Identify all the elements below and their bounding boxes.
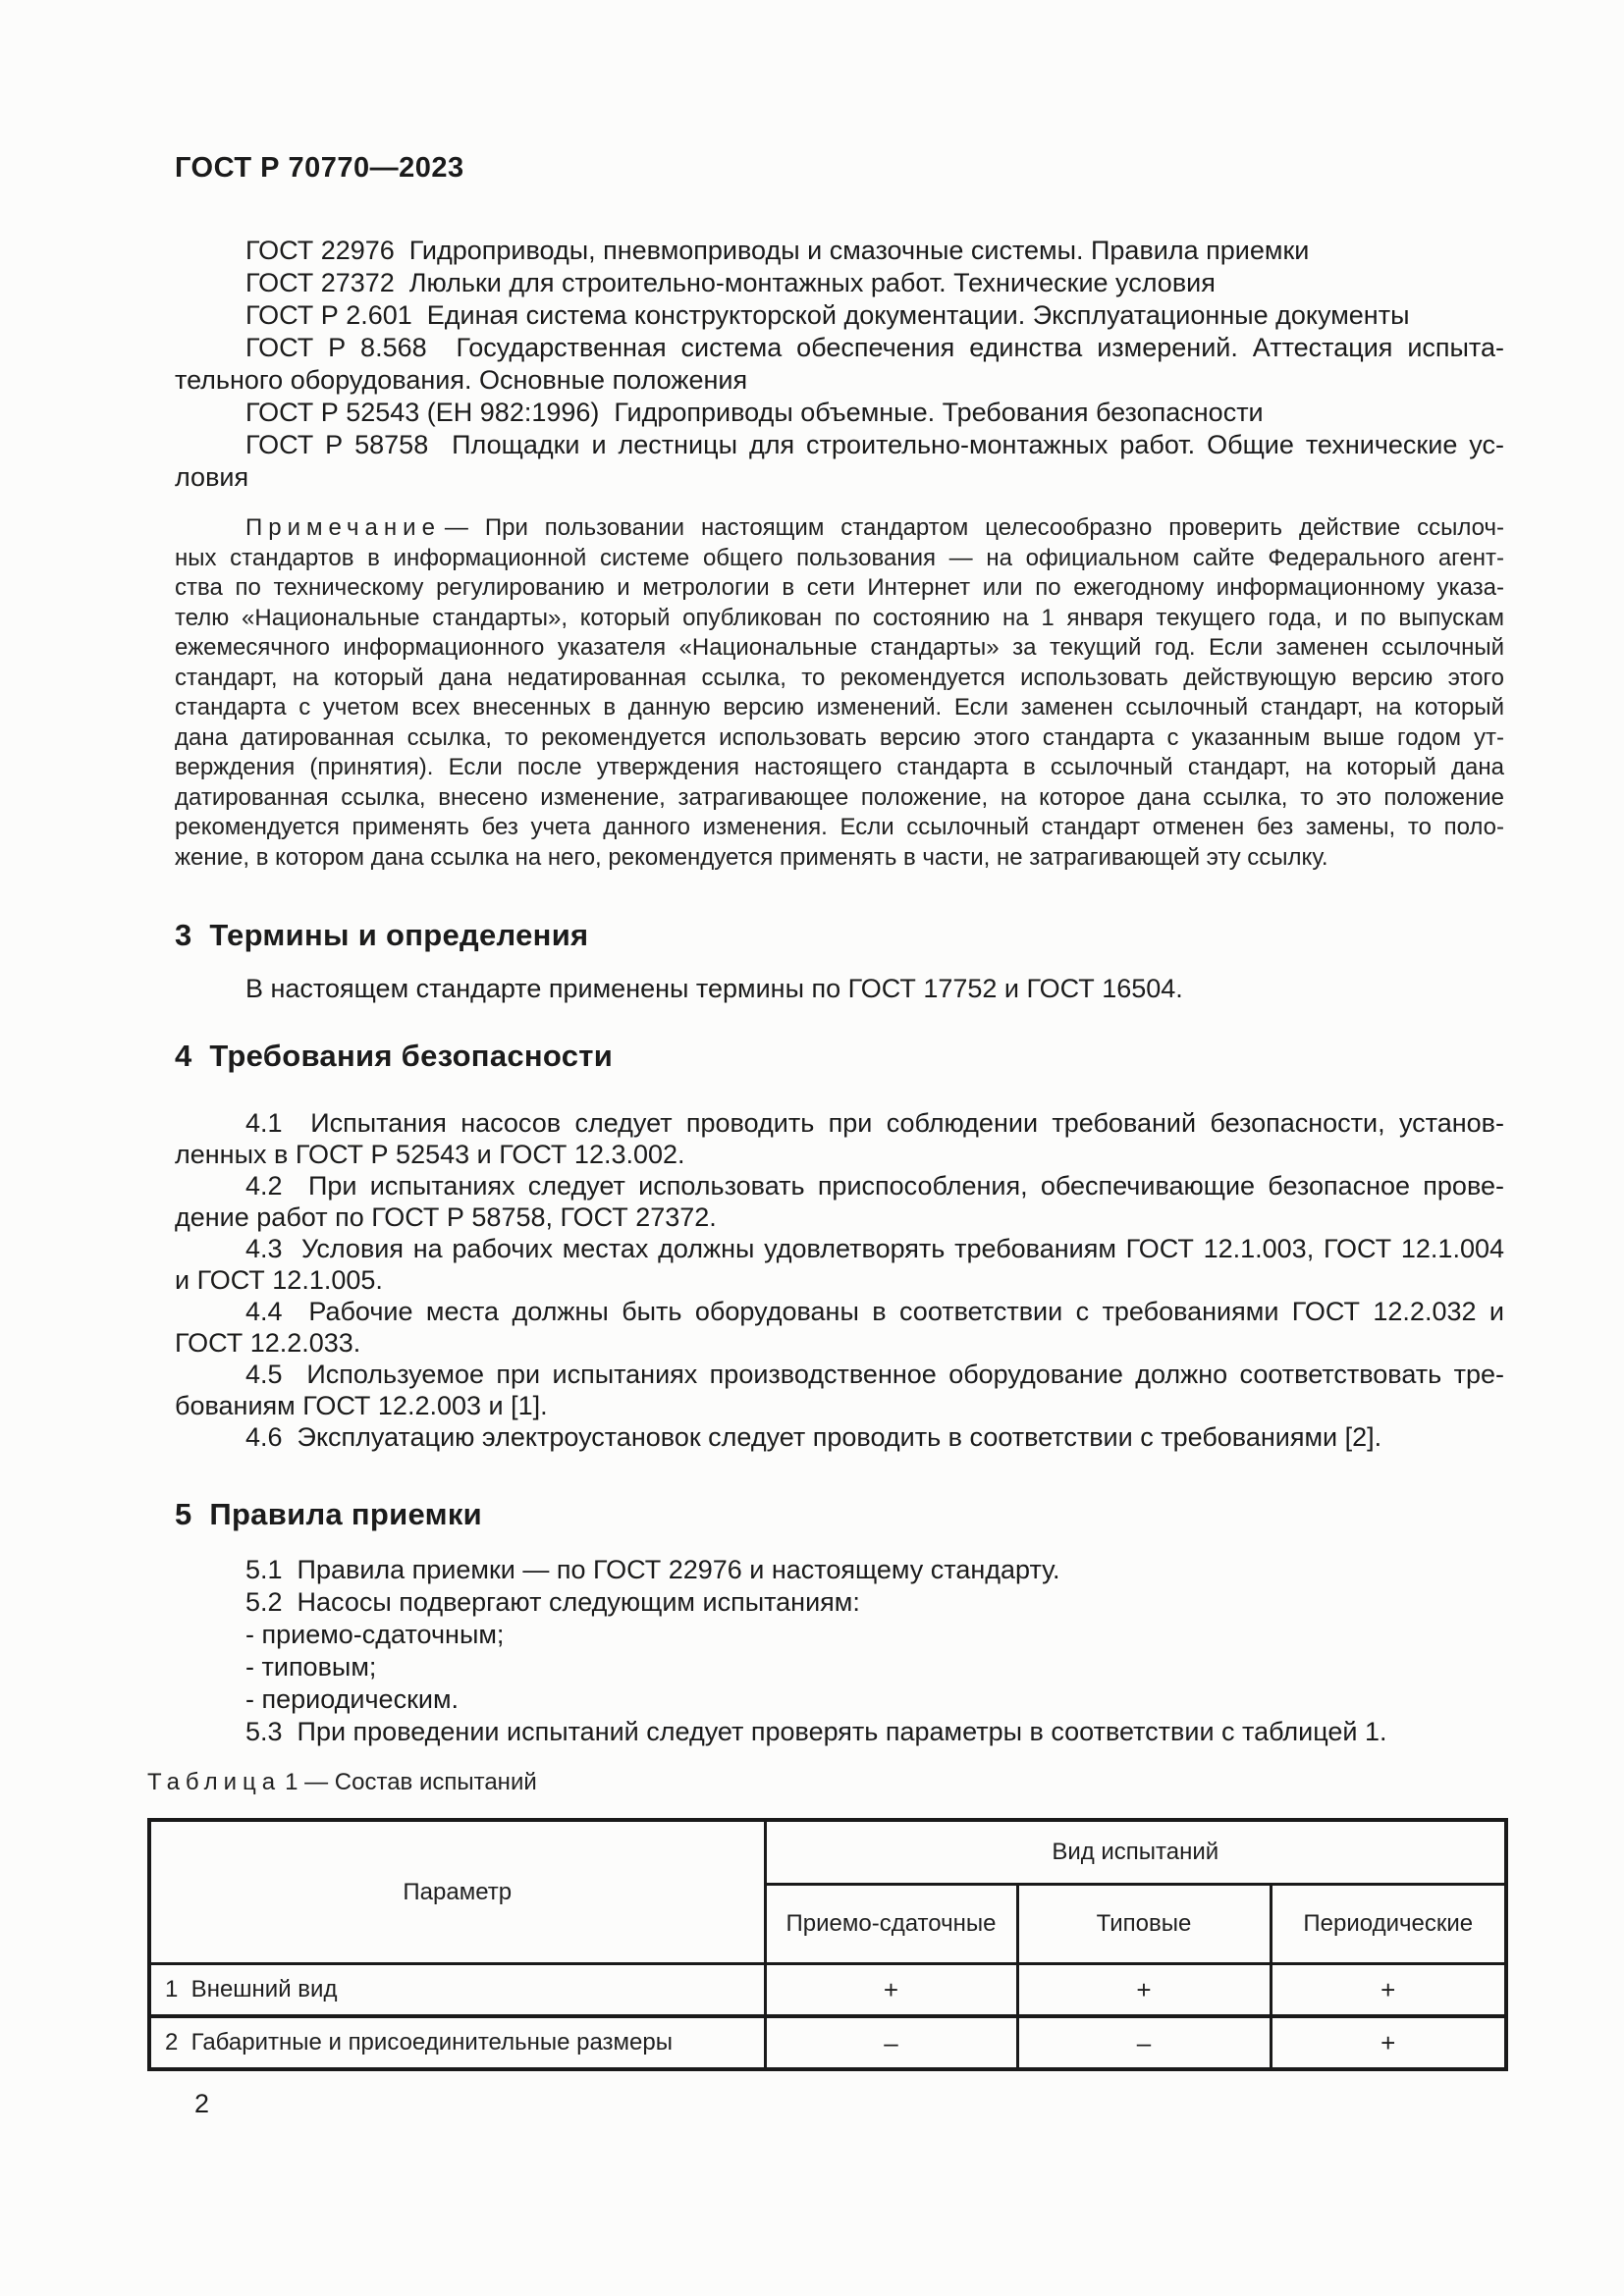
row-value: + [1271,2016,1506,2069]
section-3-heading: 3 Термины и определения [175,918,589,952]
body-line: 5.3 При проведении испытаний следует проверять параметры в соответствии с таблицей 1. [245,1717,1387,1746]
test-composition-table [147,1818,1508,2071]
reference-line: ГОСТ Р 52543 (ЕН 982:1996) Гидроприводы объемные. Требования безопасности [245,398,1264,427]
note-label: Примечание [245,514,441,541]
column-header-periodic: Периодические [1271,1885,1506,1964]
section-4-heading: 4 Требования безопасности [175,1039,614,1073]
table-caption-label: Таблица [147,1769,282,1795]
list-item: - приемо-сдаточным; [245,1620,505,1649]
body-line: 4.3 Условия на рабочих местах должны удовлетворять требованиям ГОСТ 12.1.003, ГОСТ 12.1.004 [245,1234,1504,1263]
list-item: - типовым; [245,1652,377,1682]
references-list [175,235,1504,494]
section-3-text: В настоящем стандарте применены термины по ГОСТ 17752 и ГОСТ 16504. [245,974,1183,1003]
body-line: 4.2 При испытаниях следует использовать приспособления, обеспечивающие безопасное прове- [245,1171,1504,1201]
column-header-acceptance: Приемо-сдаточные [765,1885,1017,1964]
note-line: стандарт, на который дана недатированная ссылка, то рекомендуется использовать действующую версию этого [175,664,1504,691]
reference-line: тельного оборудования. Основные положения [175,365,748,395]
table-caption [147,1768,1504,1797]
note-line: стандарта с учетом всех внесенных в данную версию изменений. Если заменен ссылочный стандарт, на который [175,694,1504,721]
note-line: рекомендуется применять без учета данного изменения. Если ссылочный стандарт отменен без замены, то поло- [175,814,1504,840]
reference-line: ловия [175,462,249,492]
body-line: дение работ по ГОСТ Р 58758, ГОСТ 27372. [175,1202,717,1232]
row-parameter: 1 Внешний вид [149,1964,765,2017]
body-line: бованиям ГОСТ 12.2.003 и [1]. [175,1391,548,1420]
note-line: ных стандартов в информационной системе общего пользования — на официальном сайте Федерального агент- [175,544,1504,571]
body-line: ленных в ГОСТ Р 52543 и ГОСТ 12.3.002. [175,1140,685,1169]
note-line [175,513,1504,544]
doc-code-header: ГОСТ Р 70770—2023 [175,152,464,184]
reference-line: ГОСТ Р 8.568 Государственная система обеспечения единства измерений. Аттестация испыта- [245,333,1504,362]
note-text: — При пользовании настоящим стандартом целесообразно проверить действие ссылоч- [444,514,1504,541]
reference-line: ГОСТ Р 58758 Площадки и лестницы для строительно-монтажных работ. Общие технические ус- [245,430,1504,459]
row-value: – [765,2016,1017,2069]
reference-line: ГОСТ 27372 Люльки для строительно-монтажных работ. Технические условия [245,268,1216,297]
table-caption-title: 1 — Состав испытаний [285,1769,537,1795]
column-group-header: Вид испытаний [765,1820,1506,1885]
row-value: + [1017,1964,1271,2017]
body-line: 4.6 Эксплуатацию электроустановок следует проводить в соответствии с требованиями [2]. [245,1422,1382,1452]
note-line: верждения (принятия). Если после утверждения настоящего стандарта в ссылочный стандарт, на который дана [175,754,1504,780]
page-number: 2 [194,2089,210,2118]
column-header-parameter: Параметр [149,1820,765,1964]
row-parameter: 2 Габаритные и присоединительные размеры [149,2016,765,2069]
list-item: - периодическим. [245,1684,460,1714]
section-5-heading: 5 Правила приемки [175,1497,483,1531]
body-line: 4.5 Используемое при испытаниях производственное оборудование должно соответствовать тре- [245,1360,1504,1389]
body-line: и ГОСТ 12.1.005. [175,1265,383,1295]
reference-line: ГОСТ 22976 Гидроприводы, пневмоприводы и смазочные системы. Правила приемки [245,236,1310,265]
body-line: 4.1 Испытания насосов следует проводить при соблюдении требований безопасности, установ- [245,1108,1504,1138]
section-4-body [175,1107,1504,1453]
row-value: – [1017,2016,1271,2069]
note-line: ства по техническому регулированию и метрологии в сети Интернет или по ежегодному информационному указа- [175,574,1504,601]
note-line: ежемесячного информационного указателя «Национальные стандарты» за текущий год. Если заменен ссылочный [175,634,1504,661]
body-line: ГОСТ 12.2.033. [175,1328,361,1358]
note-line: жение, в котором дана ссылка на него, рекомендуется применять в части, не затрагивающей эту ссылку. [175,843,1328,871]
body-line: 4.4 Рабочие места должны быть оборудованы в соответствии с требованиями ГОСТ 12.2.032 и [245,1297,1504,1326]
note-line: телю «Национальные стандарты», который опубликован по состоянию на 1 января текущего года, и по выпускам [175,604,1504,631]
note-line: дана датированная ссылка, то рекомендуется использовать версию этого стандарта с указанным выше годом ут- [175,723,1504,751]
column-header-type: Типовые [1017,1885,1271,1964]
table-row [149,2016,1506,2069]
body-line: 5.2 Насосы подвергают следующим испытаниям: [245,1587,860,1617]
row-value: + [1271,1964,1506,2017]
body-line: 5.1 Правила приемки — по ГОСТ 22976 и настоящему стандарту. [245,1555,1060,1584]
note-block [175,513,1504,873]
section-5-body [175,1554,1504,1748]
row-value: + [765,1964,1017,2017]
note-line: датированная ссылка, внесено изменение, затрагивающее положение, на которое дана ссылка, то это положение [175,783,1504,811]
reference-line: ГОСТ Р 2.601 Единая система конструкторской документации. Эксплуатационные документы [245,300,1410,330]
table-row [149,1964,1506,2017]
